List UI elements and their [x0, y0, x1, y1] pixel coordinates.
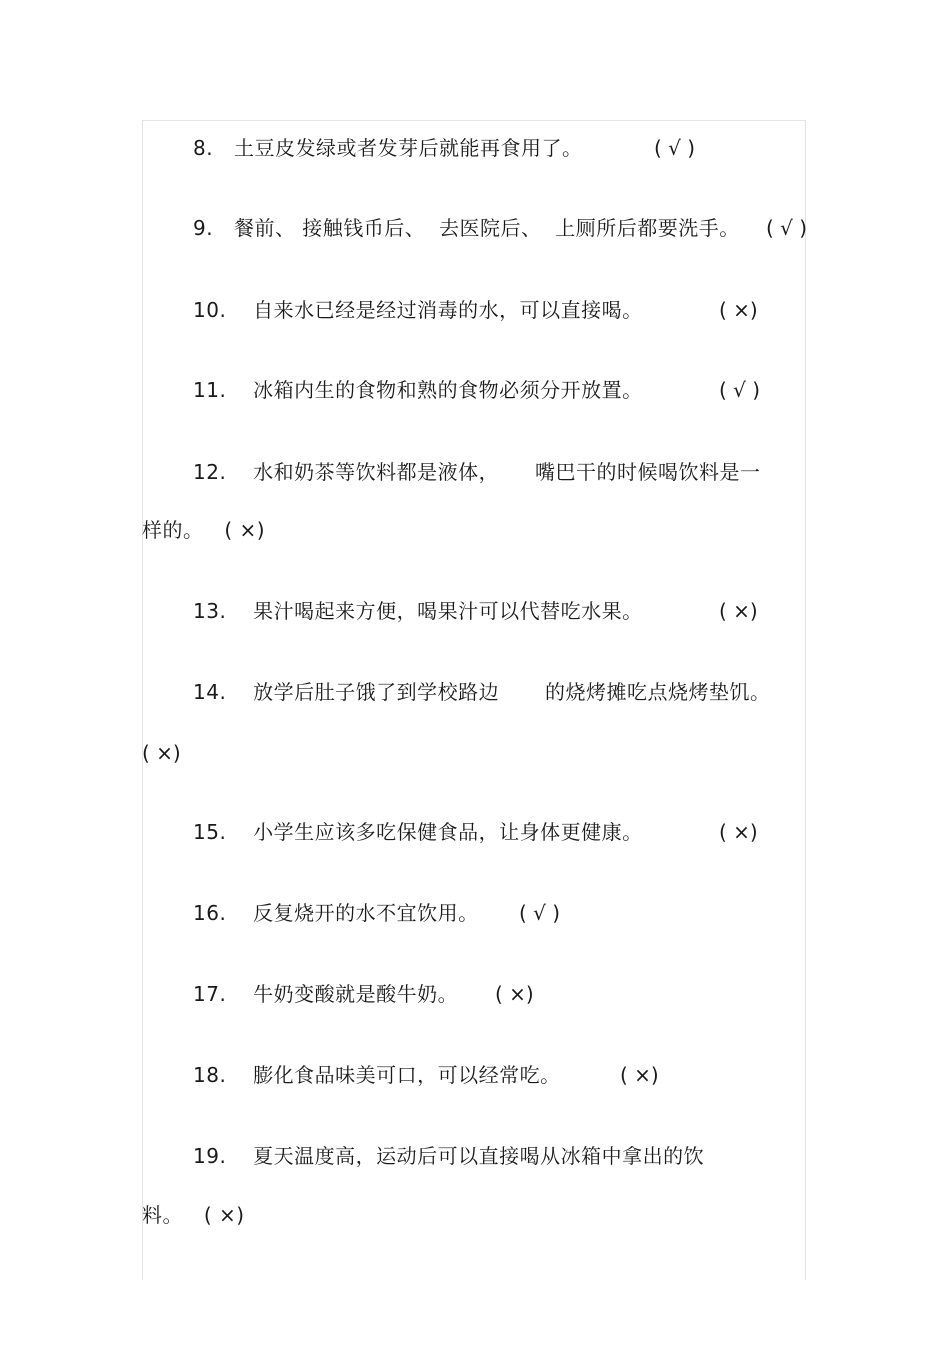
question-text-continued: 嘴巴干的时候喝饮料是一 — [535, 460, 761, 484]
answer-mark: ( √ ) — [654, 136, 696, 160]
question-text-continued: 的烧烤摊吃点烧烤垫饥。 — [545, 680, 771, 704]
question-number: 10. — [193, 298, 227, 322]
question-text: 小学生应该多吃保健食品，让身体更健康。 — [253, 820, 643, 844]
question-number: 11. — [193, 378, 227, 402]
question-text: 牛奶变酸就是酸牛奶。 — [253, 982, 459, 1006]
question-text: 土豆皮发绿或者发芽后就能再食用了。 — [233, 136, 583, 160]
question-text-wrap: 样的。 — [142, 518, 204, 542]
question-10 — [193, 298, 643, 322]
question-number: 15. — [193, 820, 227, 844]
question-15 — [193, 820, 643, 844]
answer-mark: ( ×) — [203, 1203, 245, 1227]
question-number: 18. — [193, 1063, 227, 1087]
question-text: 自来水已经是经过消毒的水，可以直接喝。 — [253, 298, 643, 322]
question-16 — [193, 901, 479, 925]
question-18 — [193, 1063, 561, 1087]
question-number: 8. — [193, 136, 214, 160]
question-text: 反复烧开的水不宜饮用。 — [253, 901, 479, 925]
question-number: 13. — [193, 599, 227, 623]
question-13 — [193, 599, 643, 623]
answer-mark: ( √ ) — [519, 901, 561, 925]
question-text: 膨化食品味美可口，可以经常吃。 — [253, 1063, 561, 1087]
question-11 — [193, 378, 643, 402]
answer-mark: ( ×) — [719, 820, 758, 844]
question-8 — [193, 136, 582, 160]
question-17 — [193, 982, 458, 1006]
question-number: 12. — [193, 460, 227, 484]
answer-mark: ( ×) — [224, 518, 266, 542]
question-number: 16. — [193, 901, 227, 925]
question-text: 夏天温度高，运动后可以直接喝从冰箱中拿出的饮 — [253, 1144, 705, 1168]
question-text: 冰箱内生的食物和熟的食物必须分开放置。 — [253, 378, 643, 402]
question-14 — [193, 680, 499, 704]
question-12-wrap — [142, 518, 265, 542]
answer-mark: ( ×) — [495, 982, 534, 1006]
question-text: 水和奶茶等饮料都是液体， — [253, 460, 500, 484]
question-text: 餐前、 接触钱币后、 去医院后、 上厕所后都要洗手。 — [233, 216, 740, 240]
question-number: 17. — [193, 982, 227, 1006]
question-19-wrap — [142, 1203, 245, 1227]
question-9 — [193, 216, 740, 240]
answer-mark: ( √ ) — [766, 216, 808, 240]
question-text: 果汁喝起来方便，喝果汁可以代替吃水果。 — [253, 599, 643, 623]
answer-mark: ( ×) — [142, 741, 181, 765]
question-text: 放学后肚子饿了到学校路边 — [253, 680, 500, 704]
answer-mark: ( ×) — [620, 1063, 659, 1087]
question-number: 19. — [193, 1144, 227, 1168]
question-number: 14. — [193, 680, 227, 704]
answer-mark: ( ×) — [719, 298, 758, 322]
answer-mark: ( ×) — [719, 599, 758, 623]
question-number: 9. — [193, 216, 214, 240]
question-19 — [193, 1144, 704, 1168]
answer-mark: ( √ ) — [719, 378, 761, 402]
question-12 — [193, 460, 499, 484]
question-text-wrap: 料。 — [142, 1203, 183, 1227]
